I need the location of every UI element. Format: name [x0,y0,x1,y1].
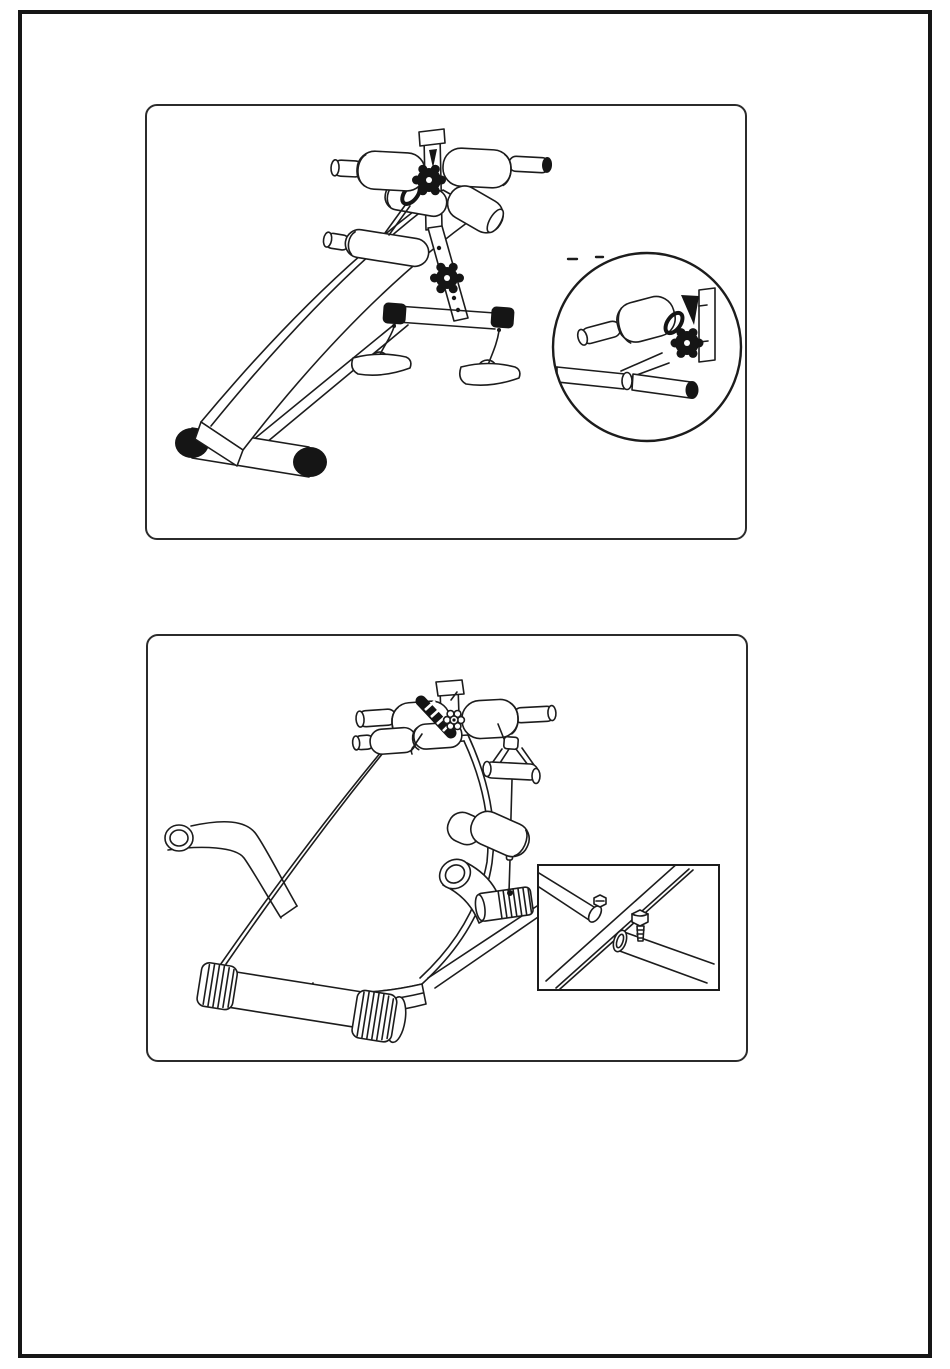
bench-illustration-side-view [147,106,745,538]
figure-panel-bottom [146,634,748,1062]
handlebar-right [442,147,552,189]
figure-panel-top [145,104,747,540]
detail-circle [552,253,741,441]
foot-crossbar [382,302,514,329]
bench-illustration-rear-view [148,636,746,1060]
detail-frame-plate [699,288,715,362]
handlebar-right [461,699,556,740]
flower-knob [444,711,465,730]
foot-pedal-left [352,352,411,375]
detail-box [538,862,719,990]
detail-bolt-small [594,895,606,907]
handlebar-left [331,150,426,192]
foot-pedal-right [460,360,520,385]
